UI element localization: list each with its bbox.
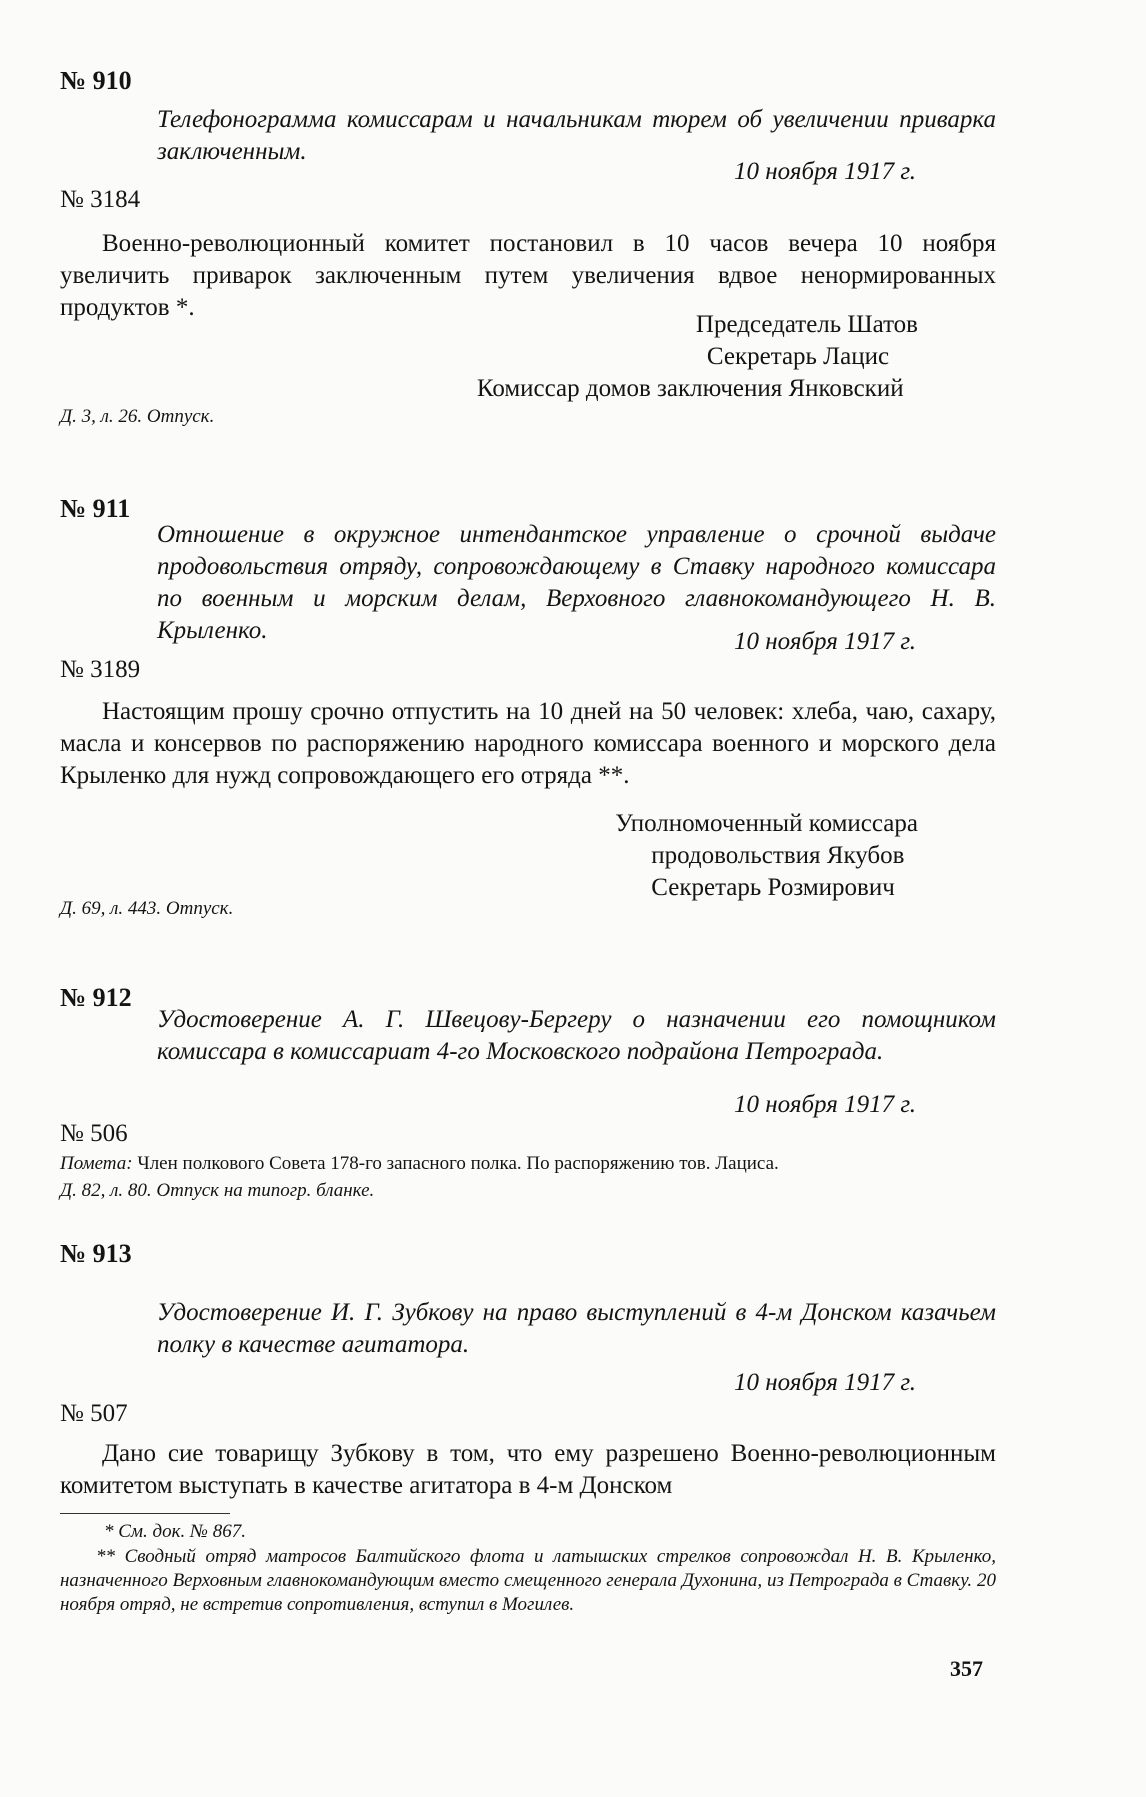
footnote-1: * См. док. № 867. bbox=[104, 1521, 246, 1542]
doc-912-number: № 912 bbox=[60, 983, 132, 1012]
doc-913-title: Удостоверение И. Г. Зубкову на право выступлений в 4-м Донском казачьем полку в качестве агитатора. bbox=[157, 1299, 996, 1358]
doc-910-source: Д. 3, л. 26. Отпуск. bbox=[60, 406, 215, 427]
doc-910-date: 10 ноября 1917 г. bbox=[734, 158, 916, 185]
doc-911-date: 10 ноября 1917 г. bbox=[734, 628, 916, 655]
signature-line: Секретарь Розмирович bbox=[651, 874, 895, 901]
signature-line: Секретарь Лацис bbox=[706, 343, 890, 370]
doc-911-title: Отношение в окружное интендантское управление о срочной выдаче продовольствия отряду, сопровождающему в Ставку народного комиссара по военным и морским делам, Верховного главнокомандующего Н. В. Крыленко. bbox=[157, 521, 996, 644]
doc-910-reg-number: № 3184 bbox=[60, 186, 141, 213]
note-label: Помета: bbox=[60, 1153, 133, 1174]
doc-913-body: Дано сие товарищу Зубкову в том, что ему разрешено Военно-революционным комитетом выступать в качестве агитатора в 4-м Донском bbox=[60, 1440, 996, 1499]
signature-line: Председатель Шатов bbox=[695, 311, 918, 338]
doc-912-reg-number: № 506 bbox=[60, 1120, 128, 1147]
page-number: 357 bbox=[950, 1656, 983, 1681]
doc-910-title: Телефонограмма комиссарам и начальникам тюрем об увеличении приварка заключенным. bbox=[157, 106, 996, 165]
signature-line: Комиссар домов заключения Янковский bbox=[476, 375, 904, 402]
doc-911-source: Д. 69, л. 443. Отпуск. bbox=[60, 898, 234, 919]
doc-911-reg-number: № 3189 bbox=[60, 656, 141, 683]
signature-line: продовольствия Якубов bbox=[651, 842, 905, 869]
doc-912-date: 10 ноября 1917 г. bbox=[734, 1091, 916, 1118]
doc-912-note bbox=[60, 1151, 996, 1177]
footnote-divider bbox=[60, 1513, 230, 1514]
doc-910-body: Военно-революционный комитет постановил в 10 часов вечера 10 ноября увеличить приварок заключенным путем увеличения вдвое ненормированных продуктов *. bbox=[60, 230, 996, 321]
doc-911-body: Настоящим прошу срочно отпустить на 10 дней на 50 человек: хлеба, чаю, сахару, масла и консервов по распоряжению народного комиссара военного и морского дела Крыленко для нужд сопровождающего его отряда **. bbox=[60, 698, 996, 789]
doc-911-signatures bbox=[615, 808, 918, 904]
doc-912-source: Д. 82, л. 80. Отпуск на типогр. бланке. bbox=[60, 1180, 375, 1201]
doc-912-title: Удостоверение А. Г. Швецову-Бергеру о назначении его помощником комиссара в комиссариат 4-го Московского подрайона Петрограда. bbox=[157, 1006, 996, 1065]
doc-913-reg-number: № 507 bbox=[60, 1400, 128, 1427]
note-text: Член полкового Совета 178-го запасного полка. По распоряжению тов. Лациса. bbox=[137, 1153, 779, 1174]
doc-910-number: № 910 bbox=[60, 66, 132, 95]
doc-911-number: № 911 bbox=[60, 494, 131, 523]
doc-913-number: № 913 bbox=[60, 1239, 132, 1268]
doc-913-date: 10 ноября 1917 г. bbox=[734, 1369, 916, 1396]
doc-910-signatures bbox=[477, 309, 918, 405]
footnote-2: ** Сводный отряд матросов Балтийского флота и латышских стрелков сопровождал Н. В. Крыленко, назначенного Верховным главнокомандующим вместо смещенного генерала Духонина, из Петрограда в Ставку. 20 ноября отряд, не встретив сопротивления, вступил в Могилев. bbox=[60, 1546, 996, 1615]
signature-line: Уполномоченный комиссара bbox=[615, 810, 918, 837]
